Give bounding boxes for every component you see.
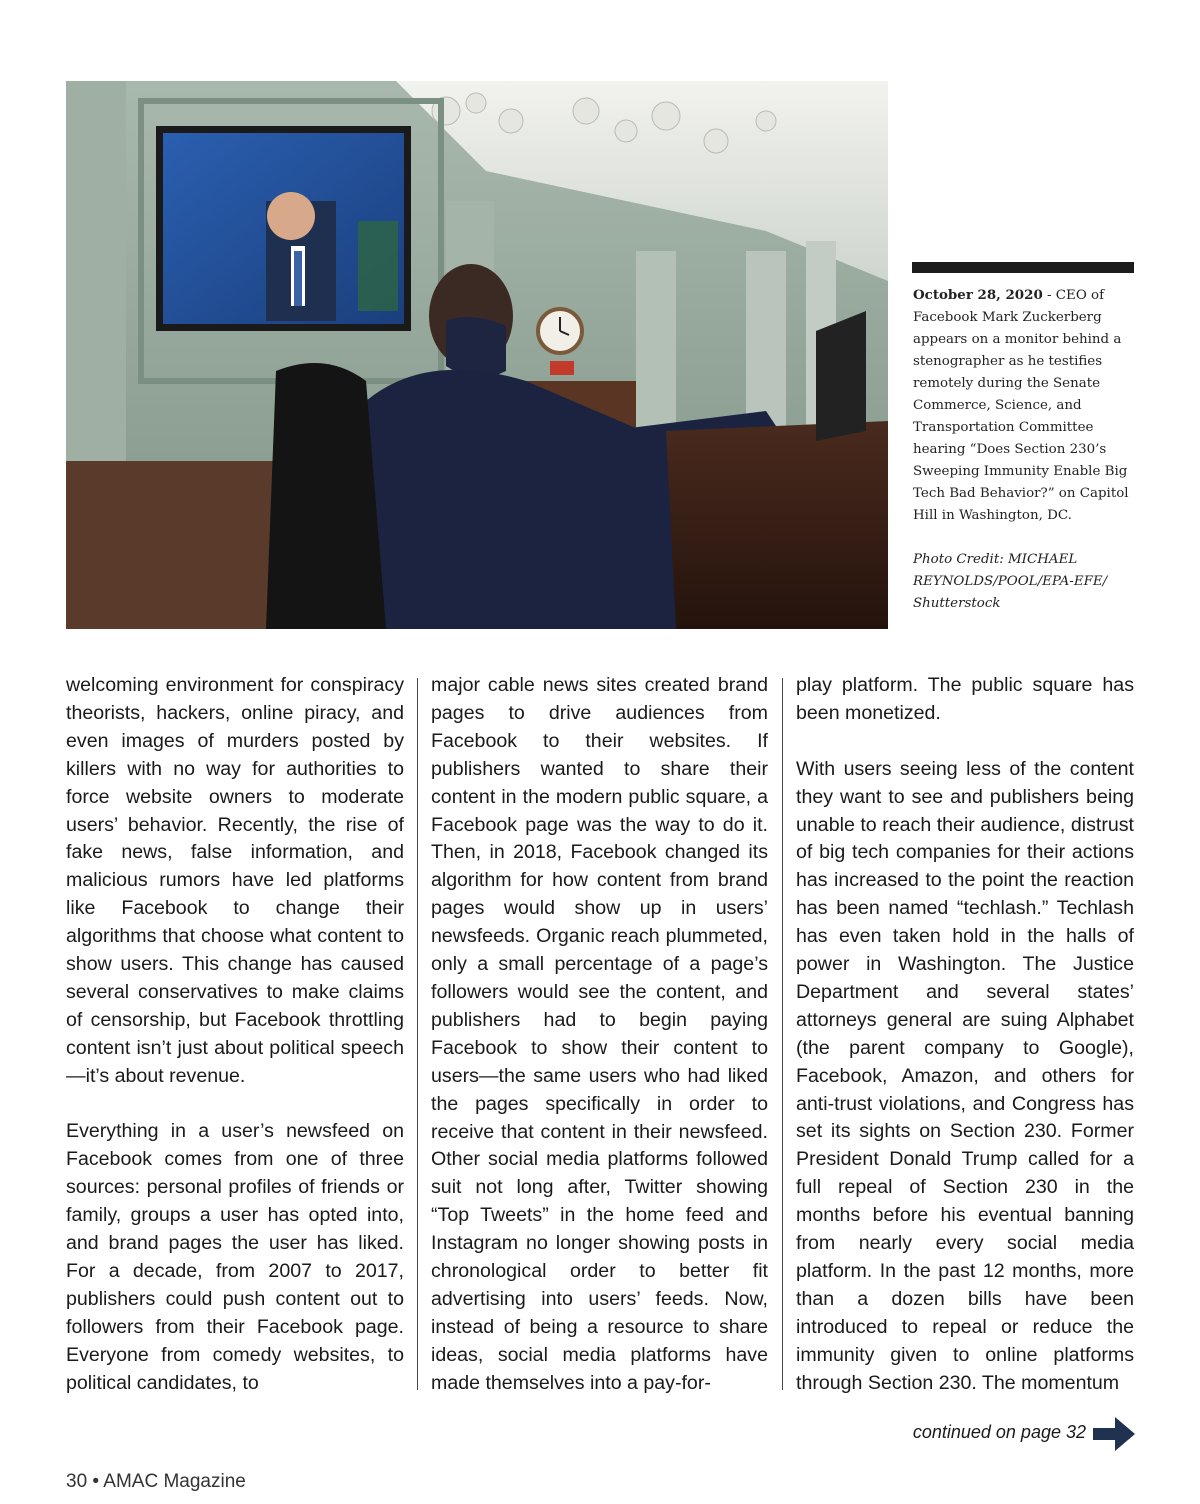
- arrow-right-icon[interactable]: [1093, 1415, 1135, 1453]
- article-photo: [66, 81, 888, 629]
- paragraph: welcoming environment for conspiracy theorists, hackers, online piracy, and even images of murders posted by killers with no way for authorities to force website owners to moderate users’ behavior. Recently, the rise of fake news, false information, and malicious rumors have led platforms like Facebook to change their algorithms that choose what content to show users. This change has caused several conservatives to make claims of censorship, but Facebook throttling content isn’t just about political speech—it’s about revenue.: [66, 674, 404, 1087]
- caption-date: October 28, 2020: [913, 287, 1043, 303]
- paragraph: play platform. The public square has been monetized.: [796, 674, 1134, 724]
- caption-rule: [912, 262, 1134, 273]
- senate-hearing-photo: [66, 81, 888, 629]
- photo-credit: Photo Credit: MICHAEL REYNOLDS/POOL/EPA-EFE/ Shutterstock: [913, 552, 1108, 611]
- caption-text: [913, 284, 1135, 527]
- article-column-2: [431, 672, 768, 1398]
- article-column-1: [66, 672, 404, 1398]
- photo-caption: [913, 284, 1135, 615]
- page-folio: 30 • AMAC Magazine: [66, 1471, 246, 1492]
- continued-link[interactable]: continued on page 32: [912, 1422, 1086, 1442]
- column-divider: [782, 678, 783, 1390]
- paragraph: With users seeing less of the content they want to see and publishers being unable to reach their audience, distrust of big tech companies for their actions has increased to the point the reaction has been named “techlash.” Techlash has even taken hold in the halls of power in Washington. The Justice Department and several states’ attorneys general are suing Alphabet (the parent company to Google), Facebook, Amazon, and others for anti-trust violations, and Congress has set its sights on Section 230. Former President Donald Trump called for a full repeal of Section 230 in the months before his eventual banning from nearly every social media platform. In the past 12 months, more than a dozen bills have been introduced to repeal or reduce the immunity given to online platforms through Section 230. The momentum: [796, 757, 1134, 1394]
- column-divider: [417, 678, 418, 1390]
- caption-body: - CEO of Facebook Mark Zuckerberg appears on a monitor behind a stenographer as he testifies remotely during the Senate Commerce, Science, and Transportation Committee hearing “Does Section 230’s Sweeping Immunity Enable Big Tech Bad Behavior?” on Capitol Hill in Washington, DC.: [913, 288, 1129, 523]
- paragraph: major cable news sites created brand pages to drive audiences from Facebook to their websites. If publishers wanted to share their content in the modern public square, a Facebook page was the way to do it. Then, in 2018, Facebook changed its algorithm for how content from brand pages would show up in users’ newsfeeds. Organic reach plummeted, only a small percentage of a page’s followers would see the content, and publishers had to begin paying Facebook to show their content to users—the same users who had liked the pages specifically in order to receive that content in their newsfeed. Other social media platforms followed suit not long after, Twitter showing “Top Tweets” in the home feed and Instagram no longer showing posts in chronological order to better fit advertising into users’ feeds. Now, instead of being a resource to share ideas, social media platforms have made themselves into a pay-for-: [431, 674, 768, 1394]
- paragraph: Everything in a user’s newsfeed on Facebook comes from one of three sources: personal profiles of friends or family, groups a user has opted into, and brand pages the user has liked. For a decade, from 2007 to 2017, publishers could push content out to followers from their Facebook page. Everyone from comedy websites, to political candidates, to: [66, 1120, 404, 1394]
- article-column-3: [796, 672, 1134, 1398]
